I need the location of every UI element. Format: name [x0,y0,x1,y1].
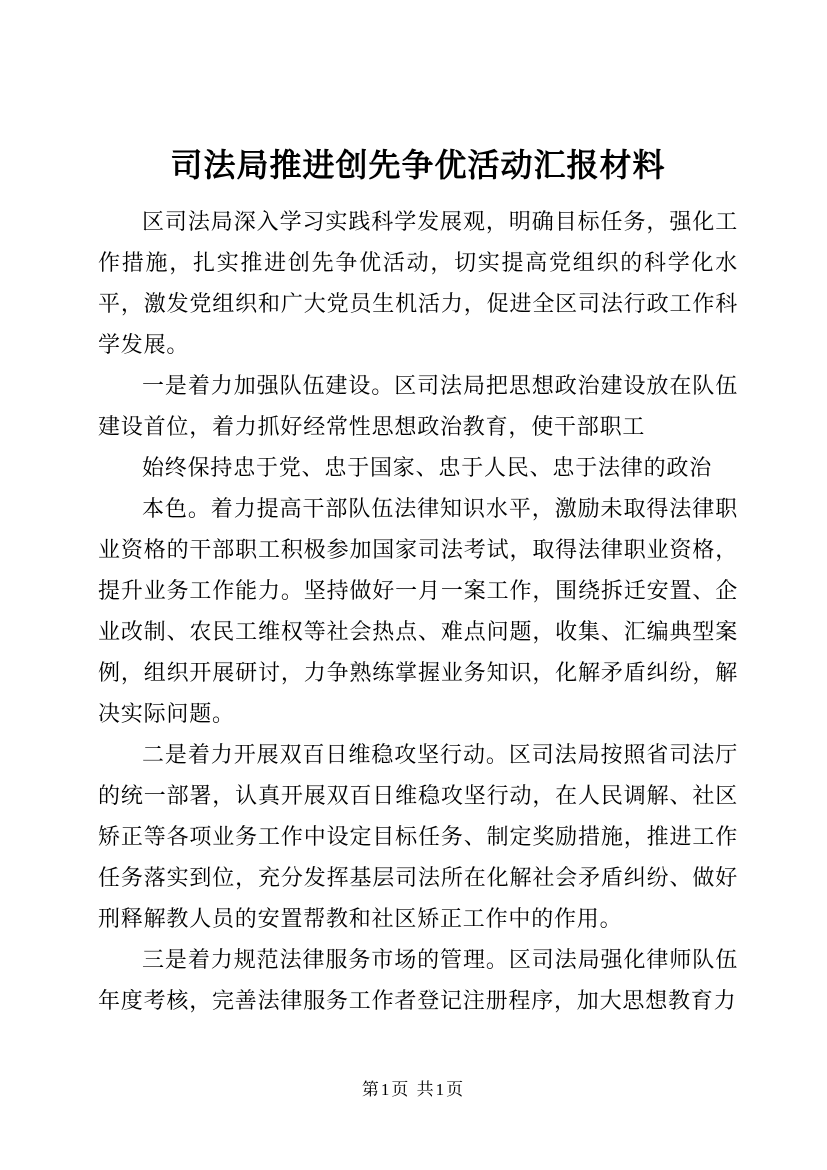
paragraph: 三是着力规范法律服务市场的管理。区司法局强化律师队伍年度考核，完善法律服务工作者登记注册程序，加大思想教育力 [98,947,738,1013]
paragraph: 本色。着力提高干部队伍法律知识水平，激励未取得法律职业资格的干部职工积极参加国家司法考试，取得法律职业资格，提升业务工作能力。坚持做好一月一案工作，围绕拆迁安置、企业改制、农民工维权等社会热点、难点问题，收集、汇编典型案例，组织开展研讨，力争熟练掌握业务知识，化解矛盾纠纷，解决实际问题。 [98,496,738,726]
page-number-label: 第1页 共1页 [361,1080,466,1099]
document-body [98,201,738,1021]
paragraph: 一是着力加强队伍建设。区司法局把思想政治建设放在队伍建设首位，着力抓好经常性思想政治教育，使干部职工 [98,373,738,439]
page-footer [0,1075,827,1100]
paragraph: 二是着力开展双百日维稳攻坚行动。区司法局按照省司法厅的统一部署，认真开展双百日维稳攻坚行动，在人民调解、社区矫正等各项业务工作中设定目标任务、制定奖励措施，推进工作任务落实到位，充分发挥基层司法所在化解社会矛盾纠纷、做好刑释解教人员的安置帮教和社区矫正工作中的作用。 [98,742,738,931]
document-title: 司法局推进创先争优活动汇报材料 [170,147,666,183]
paragraph: 区司法局深入学习实践科学发展观，明确目标任务，强化工作措施，扎实推进创先争优活动，切实提高党组织的科学化水平，激发党组织和广大党员生机活力，促进全区司法行政工作科学发展。 [98,209,738,357]
paragraph: 始终保持忠于党、忠于国家、忠于人民、忠于法律的政治 [142,455,713,480]
